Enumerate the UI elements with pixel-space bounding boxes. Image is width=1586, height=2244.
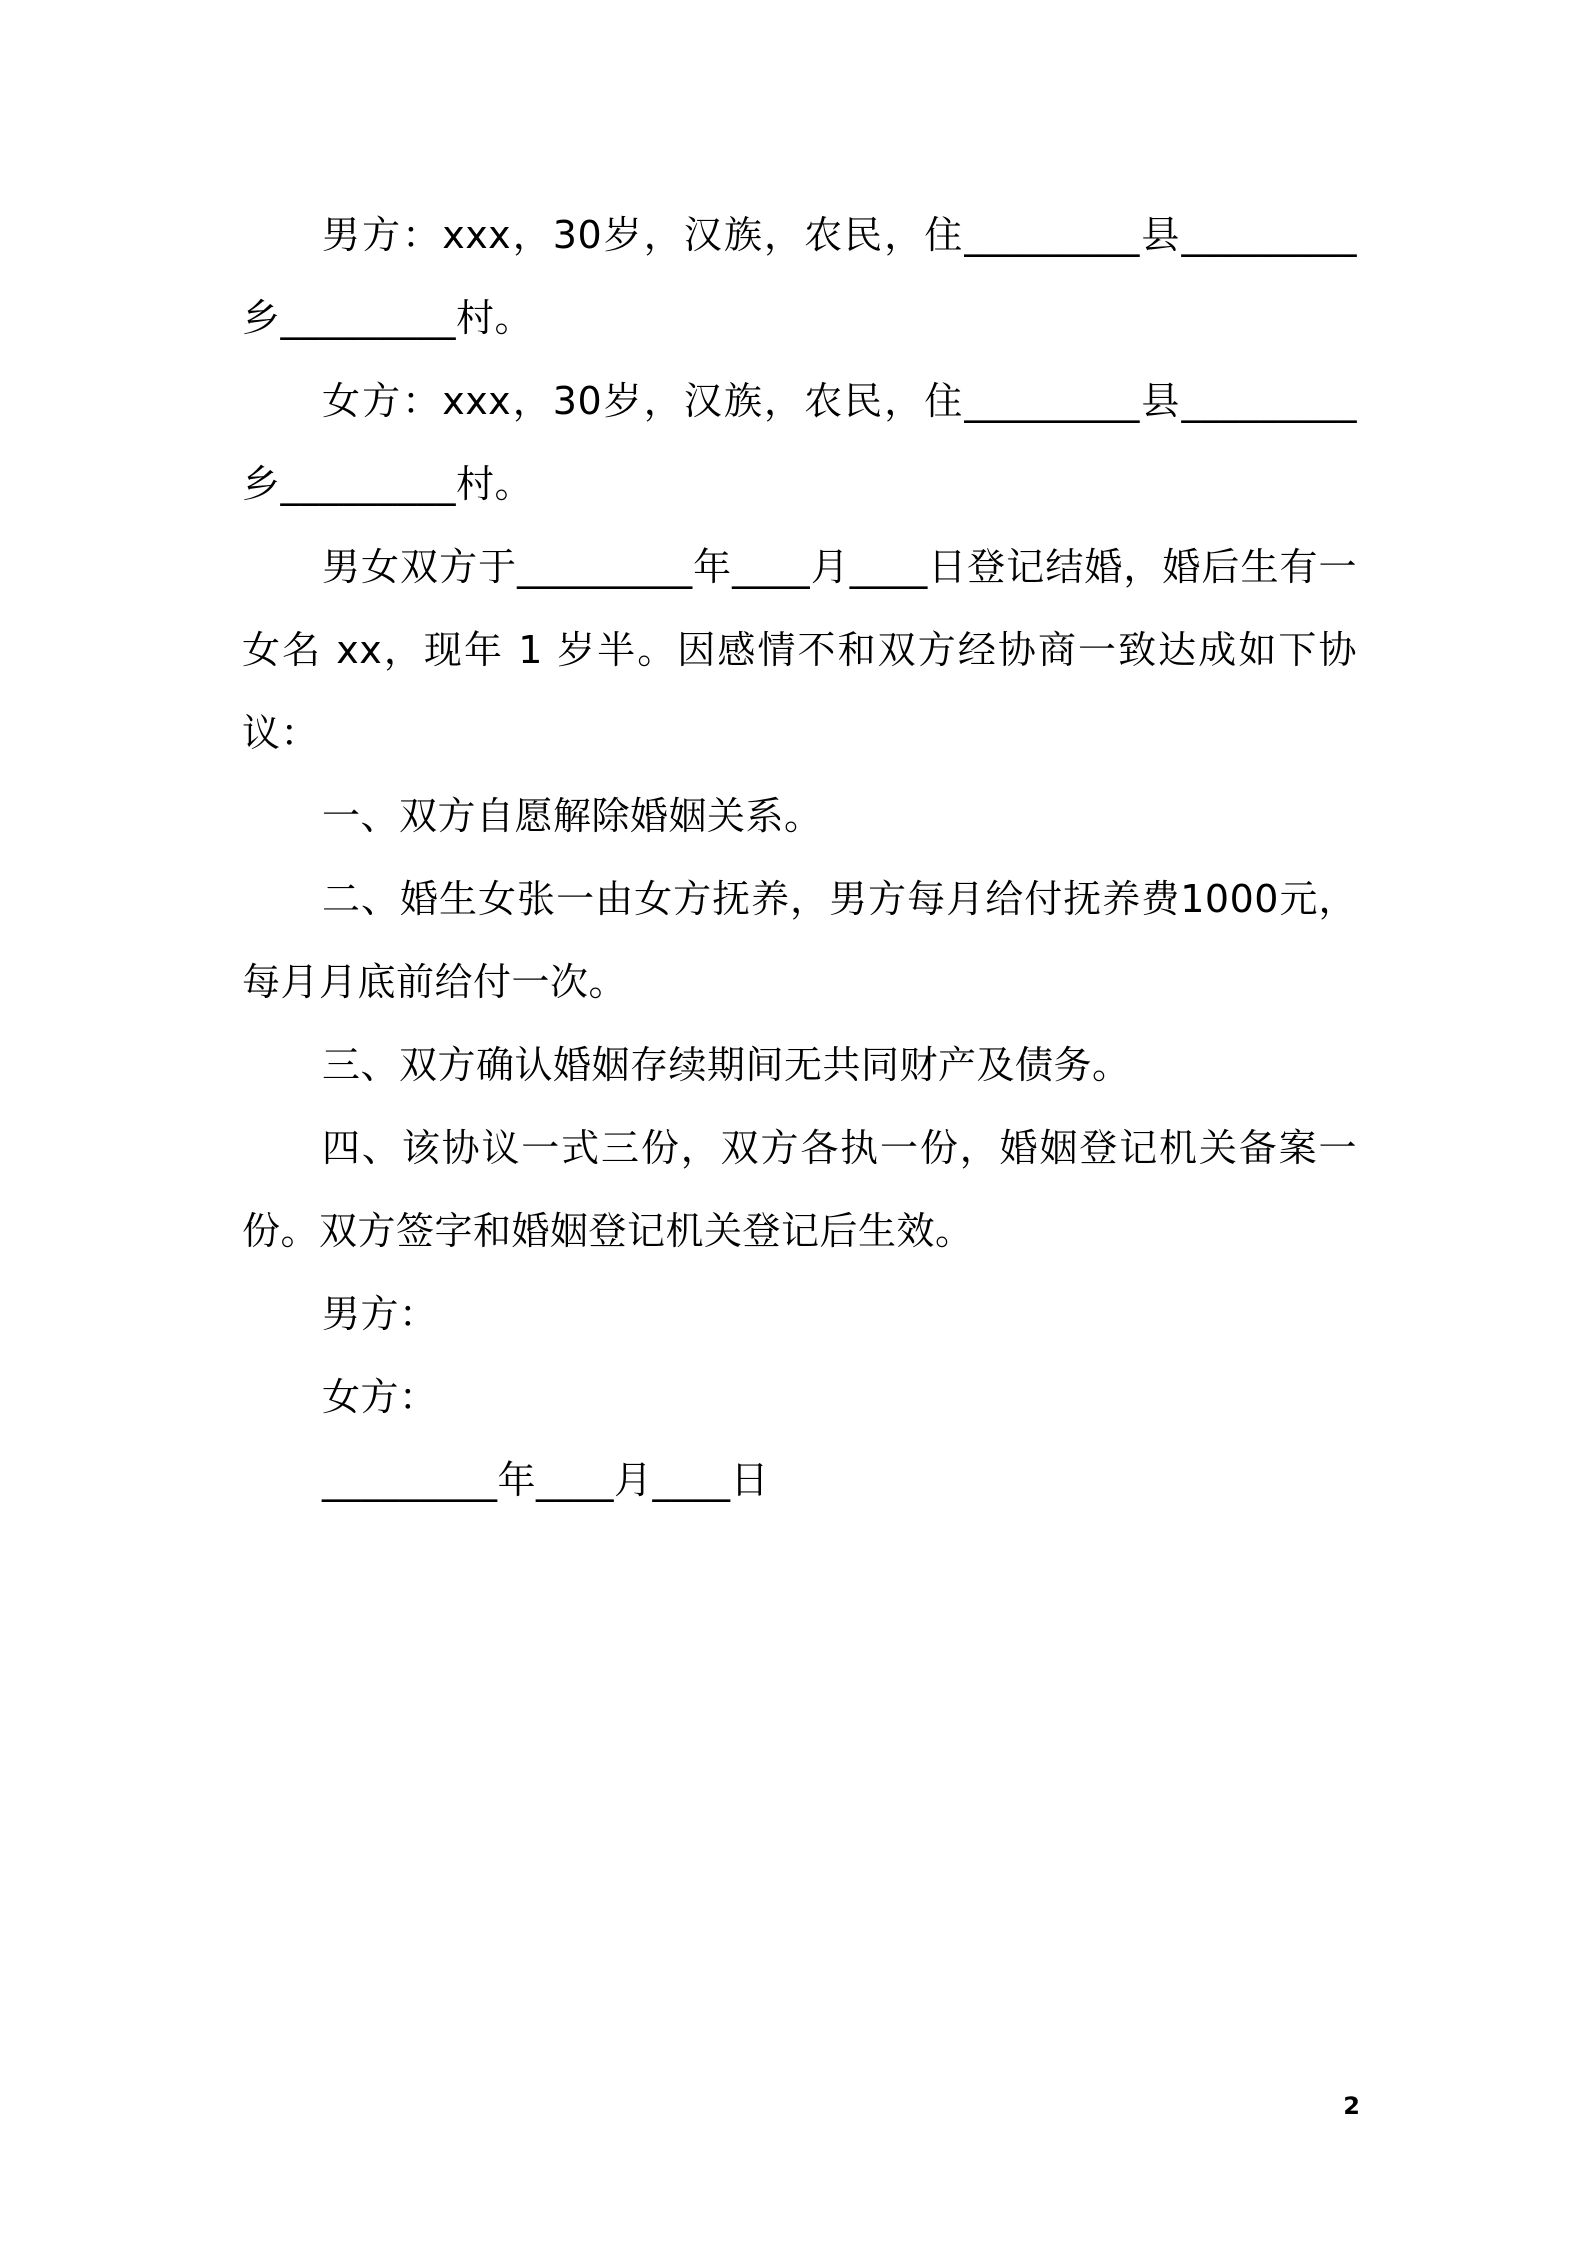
marriage-background: 男女双方于_________年____月____日登记结婚，婚后生有一女名 xx，现年 1 岁半。因感情不和双方经协商一致达成如下协议： (242, 545, 1357, 755)
clause-3: 三、双方确认婚姻存续期间无共同财产及债务。 (322, 1043, 1131, 1087)
clause-1: 一、双方自愿解除婚姻关系。 (322, 794, 823, 838)
female-signature-line: 女方： (322, 1375, 438, 1419)
clause-4: 四、该协议一式三份，双方各执一份，婚姻登记机关备案一份。双方签字和婚姻登记机关登记后生效。 (242, 1126, 1357, 1253)
page-number: 2 (1343, 2092, 1360, 2120)
document-body (242, 194, 1357, 1522)
clause-2: 二、婚生女张一由女方抚养，男方每月给付抚养费1000元，每月月底前给付一次。 (242, 877, 1357, 1004)
female-party-info: 女方：xxx，30岁，汉族，农民，住_________县_________乡_________村。 (242, 379, 1357, 506)
male-signature-line: 男方： (322, 1292, 438, 1336)
male-party-info: 男方：xxx，30岁，汉族，农民，住_________县_________乡_________村。 (242, 213, 1357, 340)
signing-date-line: _________年____月____日 (322, 1458, 770, 1502)
